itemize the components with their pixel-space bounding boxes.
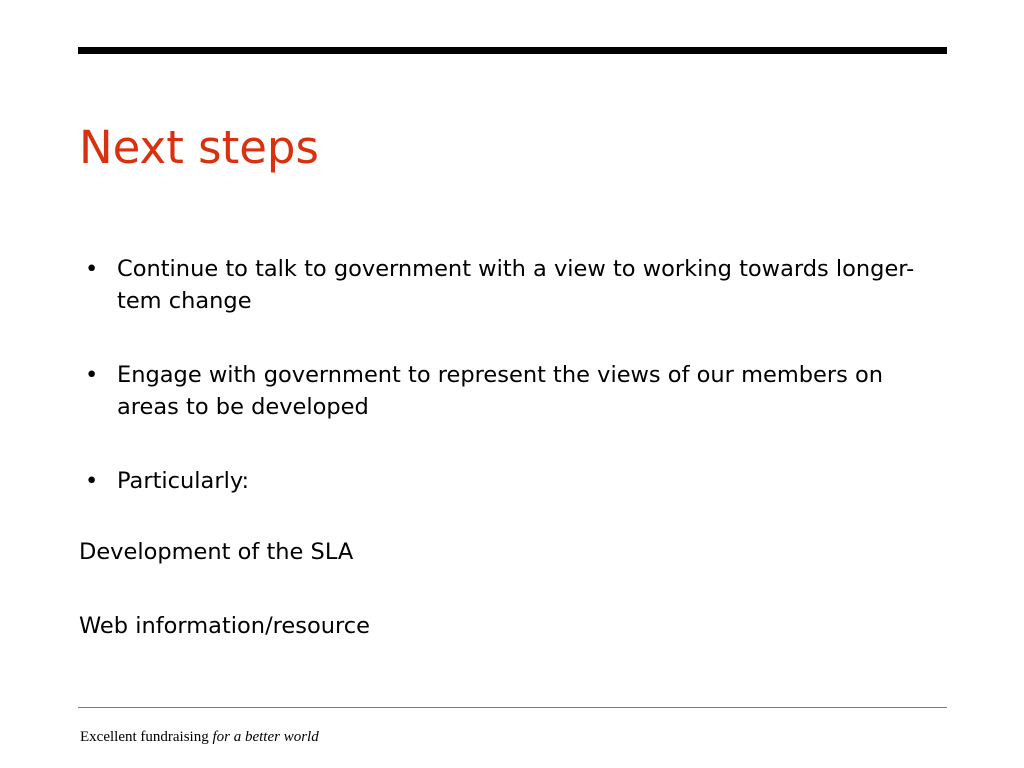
bullet-text: Engage with government to represent the views of our members on areas to be developed — [117, 362, 884, 420]
footer-text: Excellent fundraising — [80, 729, 209, 745]
bullet-item — [79, 359, 949, 423]
bullet-text: Particularly: — [117, 468, 250, 494]
slide-title: Next steps — [79, 121, 319, 174]
bullet-item — [79, 465, 949, 497]
bullet-marker: • — [85, 362, 99, 388]
body-line-sla: Development of the SLA — [79, 539, 354, 565]
bullet-list — [79, 253, 949, 539]
footer-italic-text: for a better world — [212, 729, 319, 745]
body-line-web-resource: Web information/resource — [79, 613, 370, 639]
footer-divider — [78, 707, 947, 708]
bullet-text: Continue to talk to government with a view to working towards longer-tem change — [117, 256, 915, 314]
top-divider — [78, 47, 947, 54]
bullet-marker: • — [85, 256, 99, 282]
bullet-item — [79, 253, 949, 317]
footer-tagline — [80, 728, 319, 746]
bullet-marker: • — [85, 468, 99, 494]
